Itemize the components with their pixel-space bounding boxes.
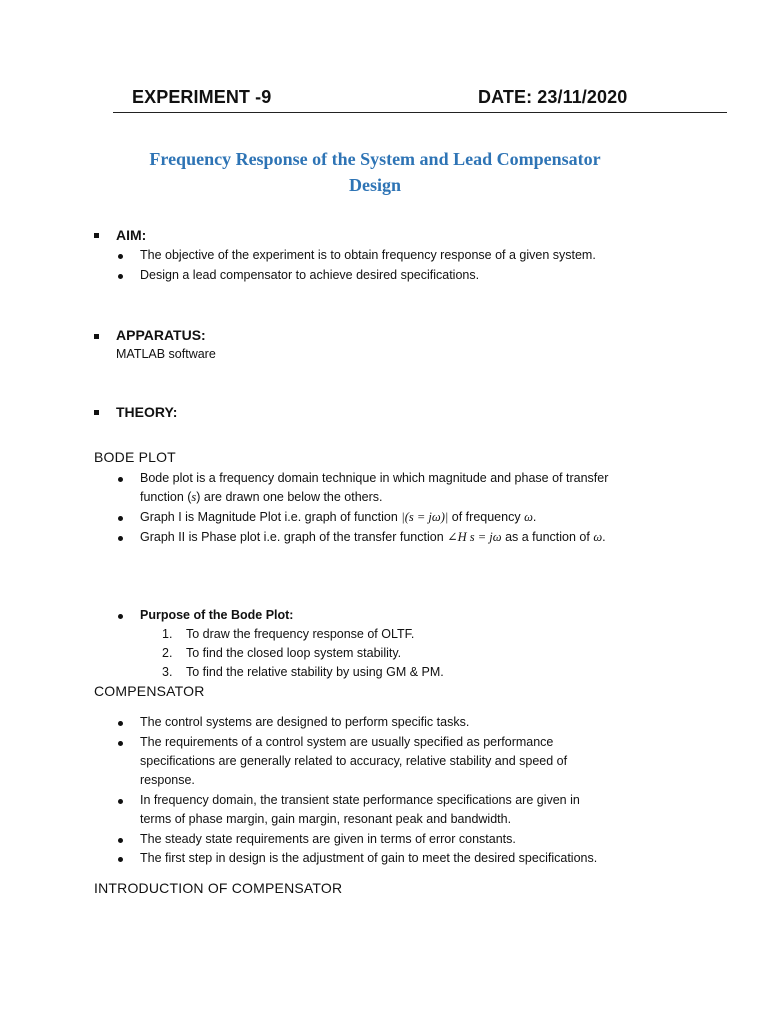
compensator-item-line: The requirements of a control system are usually specified as performance xyxy=(140,735,554,749)
bullet-icon xyxy=(118,614,123,619)
intro-compensator-heading: INTRODUCTION OF COMPENSATOR xyxy=(94,880,343,896)
bode-item-2 xyxy=(140,508,536,528)
bode-item-3 xyxy=(140,528,606,548)
bode-plot-heading: BODE PLOT xyxy=(94,449,176,465)
compensator-item-line: In frequency domain, the transient state performance specifications are given in xyxy=(140,793,580,807)
bullet-icon xyxy=(118,741,123,746)
purpose-item: To draw the frequency response of OLTF. xyxy=(186,627,415,641)
page-title xyxy=(110,146,640,198)
math-omega: ω xyxy=(593,530,603,544)
apparatus-text: MATLAB software xyxy=(116,347,216,361)
text-span: Graph II is Phase plot i.e. graph of the transfer function xyxy=(140,530,448,544)
experiment-number: EXPERIMENT -9 xyxy=(132,87,272,107)
bullet-icon xyxy=(118,799,123,804)
title-line-2: Design xyxy=(348,175,401,195)
math-magnitude: |(s = jω)| xyxy=(401,510,449,524)
text-span: . xyxy=(532,510,537,524)
text-span: ) are drawn one below the others. xyxy=(196,490,383,504)
compensator-item: The control systems are designed to perform specific tasks. xyxy=(140,715,470,729)
compensator-item-line: response. xyxy=(140,773,195,787)
square-bullet-icon xyxy=(94,233,99,238)
purpose-heading: Purpose of the Bode Plot: xyxy=(140,608,294,622)
text-span: of frequency xyxy=(448,510,525,524)
bode-item-1-line-2 xyxy=(140,488,383,508)
bullet-icon xyxy=(118,838,123,843)
apparatus-heading: APPARATUS: xyxy=(116,327,206,343)
text-span: . xyxy=(602,530,606,544)
purpose-number: 2. xyxy=(162,646,173,660)
bullet-icon xyxy=(118,721,123,726)
text-span: Graph I is Magnitude Plot i.e. graph of function xyxy=(140,510,402,524)
aim-item: The objective of the experiment is to obtain frequency response of a given system. xyxy=(140,248,596,262)
text-span: function ( xyxy=(140,490,192,504)
compensator-item: The steady state requirements are given in terms of error constants. xyxy=(140,832,516,846)
text-span: as a function of xyxy=(501,530,594,544)
square-bullet-icon xyxy=(94,410,99,415)
theory-heading: THEORY: xyxy=(116,404,178,420)
math-omega: ω xyxy=(524,510,533,524)
compensator-item: The first step in design is the adjustment of gain to meet the desired specifications. xyxy=(140,851,598,865)
header-divider xyxy=(113,112,727,113)
square-bullet-icon xyxy=(94,334,99,339)
compensator-item-line: specifications are generally related to accuracy, relative stability and speed of xyxy=(140,754,568,768)
aim-item: Design a lead compensator to achieve desired specifications. xyxy=(140,268,480,282)
bullet-icon xyxy=(118,254,123,259)
purpose-item: To find the relative stability by using GM & PM. xyxy=(186,665,444,679)
bullet-icon xyxy=(118,857,123,862)
purpose-item: To find the closed loop system stability. xyxy=(186,646,402,660)
purpose-number: 1. xyxy=(162,627,173,641)
bullet-icon xyxy=(118,516,123,521)
math-s: s xyxy=(191,490,197,504)
bullet-icon xyxy=(118,274,123,279)
bullet-icon xyxy=(118,477,123,482)
experiment-date: DATE: 23/11/2020 xyxy=(478,87,628,107)
compensator-item-line: terms of phase margin, gain margin, resonant peak and bandwidth. xyxy=(140,812,512,826)
title-line-1: Frequency Response of the System and Lead Compensator xyxy=(149,149,601,169)
purpose-number: 3. xyxy=(162,665,173,679)
bullet-icon xyxy=(118,536,123,541)
math-phase: ∠H s = jω xyxy=(447,530,502,544)
aim-heading: AIM: xyxy=(116,227,147,243)
bode-item-1-line-1: Bode plot is a frequency domain technique in which magnitude and phase of transfer xyxy=(140,471,609,485)
compensator-heading: COMPENSATOR xyxy=(94,683,205,699)
